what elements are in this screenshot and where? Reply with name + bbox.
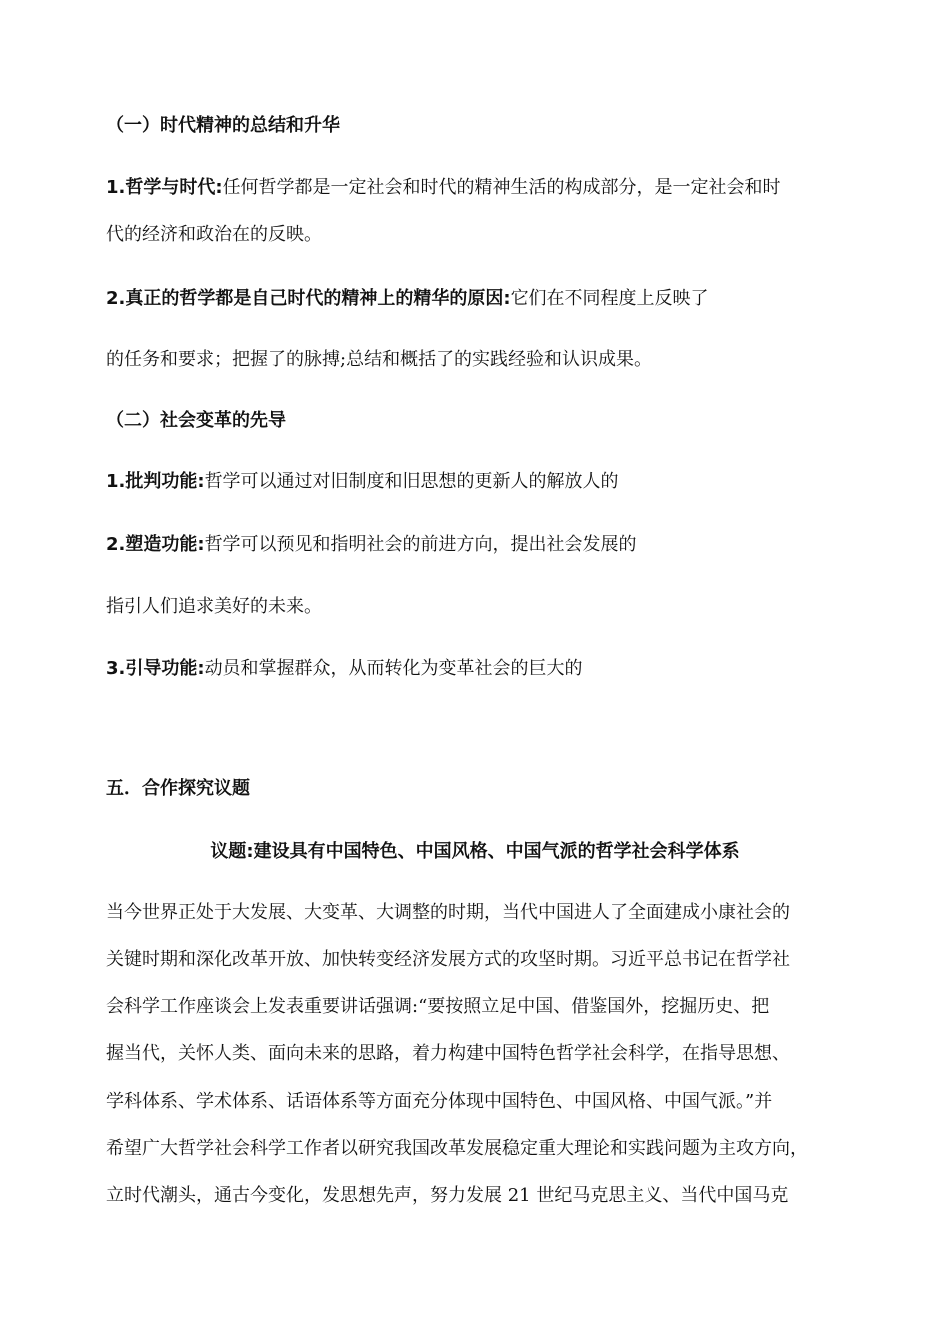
- section-heading-2: （二）社会变革的先导: [106, 410, 286, 431]
- paragraph-1-line-1: [106, 175, 781, 201]
- item-text: 任何哲学都是一定社会和时代的精神生活的构成部分，是一定社会和时: [222, 177, 781, 198]
- paragraph-1-line-2: 代的经济和政治在的反映。: [106, 224, 322, 245]
- item-text: 哲学可以预见和指明社会的前进方向，提出社会发展的: [204, 534, 637, 555]
- paragraph-4-line-2: 指引人们追求美好的未来。: [106, 596, 322, 617]
- paragraph-2-line-1: [106, 286, 709, 312]
- item-text: 哲学可以通过对旧制度和旧思想的更新人的解放人的: [204, 471, 619, 492]
- body-line-3: 会科学工作座谈会上发表重要讲话强调:“要按照立足中国、借鉴国外，挖掘历史、把: [106, 996, 770, 1017]
- item-label: 1.哲学与时代:: [106, 177, 223, 198]
- paragraph-5-line-1: [106, 656, 583, 682]
- item-text: 它们在不同程度上反映了: [510, 288, 709, 309]
- item-label: 1.批判功能:: [106, 471, 205, 492]
- section-heading-5: 五．合作探究议题: [106, 778, 250, 799]
- body-line-5: 学科体系、学术体系、话语体系等方面充分体现中国特色、中国风格、中国气派。”并: [106, 1091, 773, 1112]
- paragraph-2-line-2: 的任务和要求；把握了的脉搏;总结和概括了的实践经验和认识成果。: [106, 349, 653, 370]
- item-label: 3.引导功能:: [106, 658, 205, 679]
- section-heading-1: （一）时代精神的总结和升华: [106, 115, 340, 136]
- item-text: 动员和掌握群众，从而转化为变革社会的巨大的: [204, 658, 583, 679]
- body-line-2: 关键时期和深化改革开放、加快转变经济发展方式的攻坚时期。习近平总书记在哲学社: [106, 949, 790, 970]
- paragraph-4-line-1: [106, 532, 637, 558]
- paragraph-3-line-1: [106, 469, 619, 495]
- item-label: 2.塑造功能:: [106, 534, 205, 555]
- body-line-4: 握当代，关怀人类、面向未来的思路，着力构建中国特色哲学社会科学，在指导思想、: [106, 1043, 790, 1064]
- body-line-7: 立时代潮头，通古今变化，发思想先声，努力发展 21 世纪马克思主义、当代中国马克: [106, 1185, 789, 1206]
- topic-title: 议题:建设具有中国特色、中国风格、中国气派的哲学社会科学体系: [210, 841, 740, 862]
- body-line-6: 希望广大哲学社会科学工作者以研究我国改革发展稳定重大理论和实践问题为主攻方向，: [106, 1138, 808, 1159]
- item-label: 2.真正的哲学都是自己时代的精神上的精华的原因:: [106, 288, 511, 309]
- body-line-1: 当今世界正处于大发展、大变革、大调整的时期，当代中国进人了全面建成小康社会的: [106, 902, 790, 923]
